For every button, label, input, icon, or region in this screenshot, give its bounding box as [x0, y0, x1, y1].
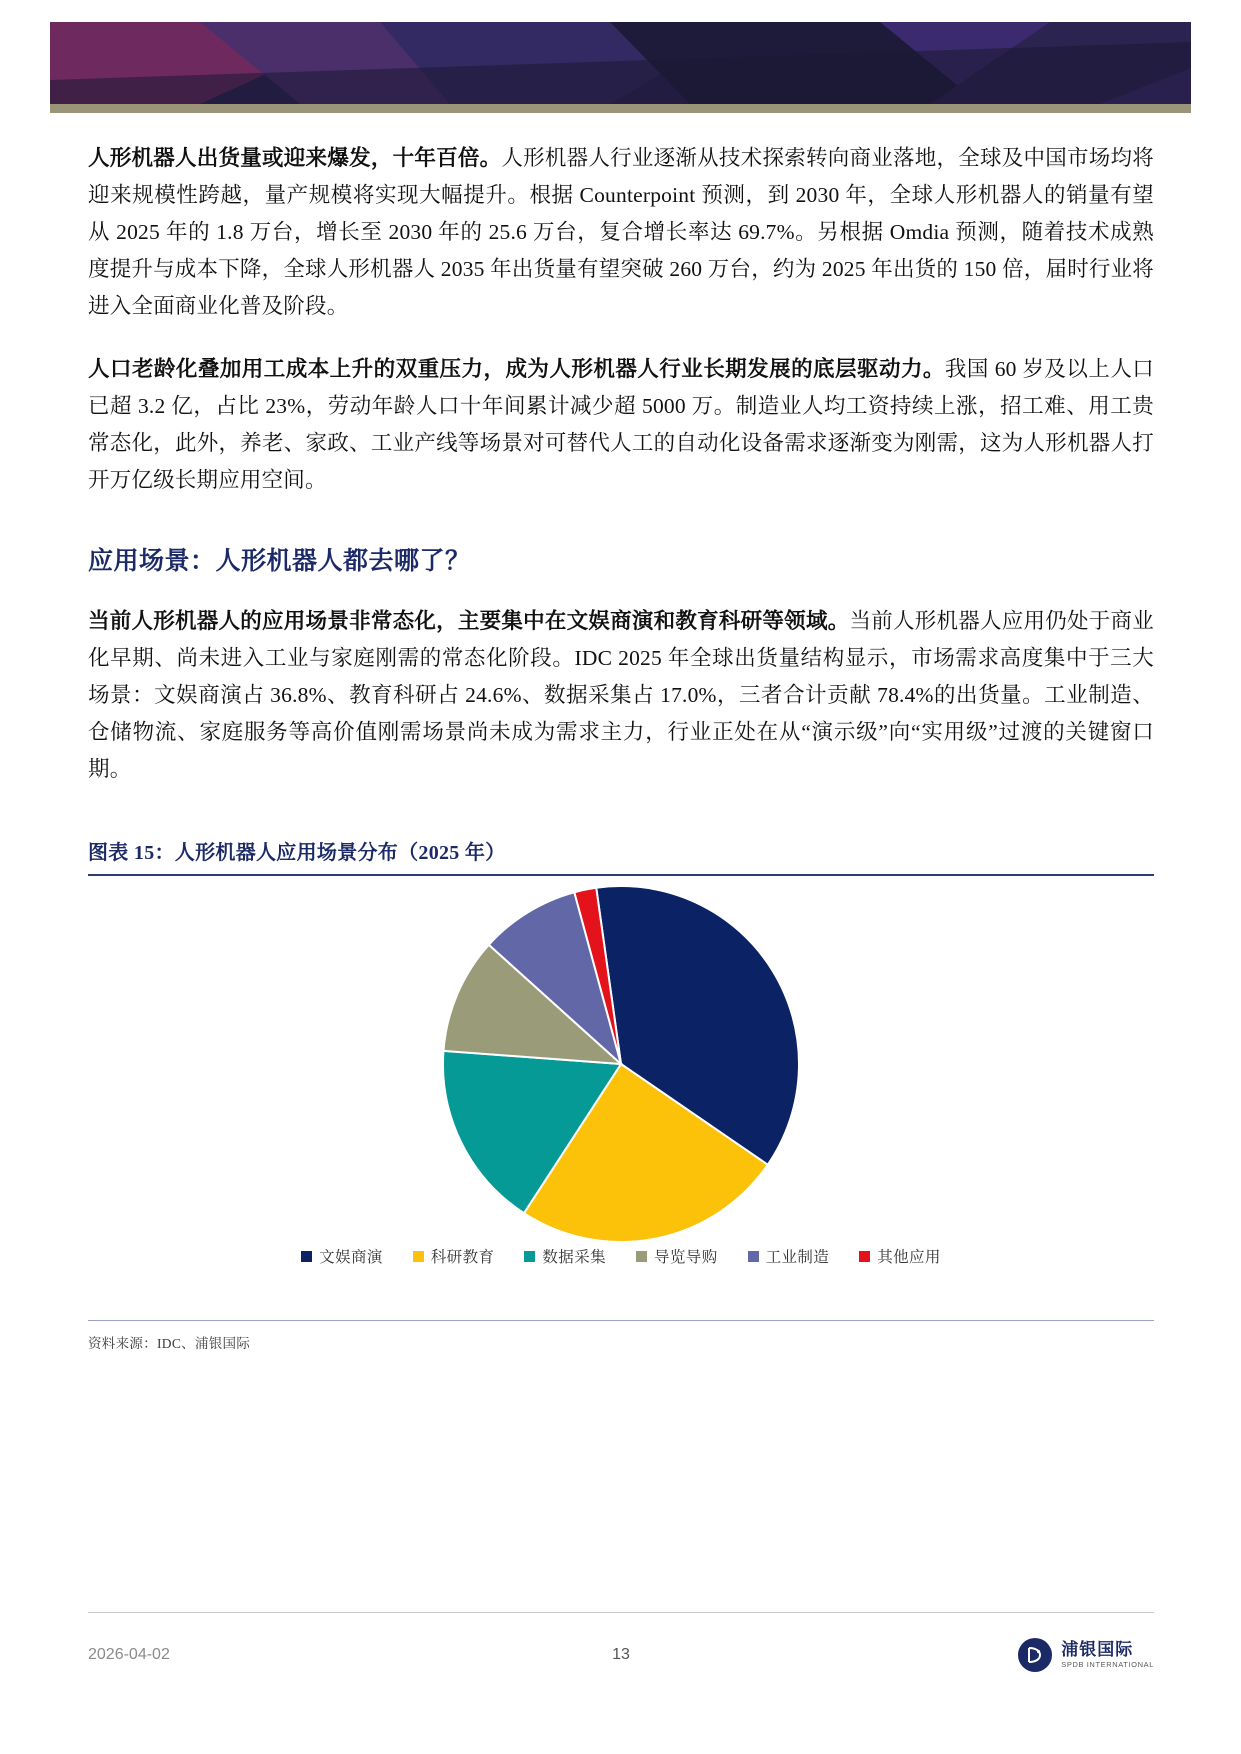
section-heading-application-scenarios: 应用场景：人形机器人都去哪了？ — [88, 548, 471, 575]
pie-chart-svg — [441, 884, 801, 1244]
paragraph-shipments-body: 人形机器人行业逐渐从技术探索转向商业落地，全球及中国市场均将迎来规模性跨越，量产规模将实现大幅提升。根据 Counterpoint 预测，到 2030 年，全球人形机器人的销量有望从 2025 年的 1.8 万台，增长至 2030 年的 25.6 万台，复合增长率达 69.7%。另根据 Omdia 预测，随着技术成熟度提升与成本下降，全球人形机器人 2035 年出货量有望突破 260 万台，约为 2025 年出货的 150 倍，届时行业将进入全面商业化普及阶段。 — [88, 146, 1154, 318]
exhibit-body — [88, 876, 1154, 1306]
paragraph-shipments-lead: 人形机器人出货量或迎来爆发，十年百倍。 — [88, 146, 502, 170]
footer-page-number: 13 — [612, 1646, 630, 1663]
page-footer — [88, 1625, 1154, 1685]
paragraph-aging-labor-lead: 人口老龄化叠加用工成本上升的双重压力，成为人形机器人行业长期发展的底层驱动力。 — [88, 357, 945, 381]
legend-swatch-icon — [748, 1251, 759, 1262]
legend-swatch-icon — [636, 1251, 647, 1262]
banner-graphic — [50, 22, 1191, 104]
brand-name-cn: 浦银国际 — [1061, 1640, 1134, 1660]
paragraph-aging-labor — [88, 351, 1154, 499]
brand-name-en: SPDB INTERNATIONAL — [1061, 1659, 1154, 1669]
legend-swatch-icon — [413, 1251, 424, 1262]
pie-chart — [88, 876, 1154, 1251]
page-content — [88, 140, 1154, 1352]
exhibit-source-note: 资料来源：IDC、浦银国际 — [88, 1336, 251, 1351]
legend-swatch-icon — [301, 1251, 312, 1262]
legend-swatch-icon — [524, 1251, 535, 1262]
footer-rule — [88, 1612, 1154, 1613]
footer-date: 2026-04-02 — [88, 1646, 170, 1663]
paragraph-aging-labor-body: 我国 60 岁及以上人口已超 3.2 亿，占比 23%，劳动年龄人口十年间累计减少超 5000 万。制造业人均工资持续上涨，招工难、用工贵常态化，此外，养老、家政、工业产线等场景对可替代人工的自动化设备需求逐渐变为刚需，这为人形机器人打开万亿级长期应用空间。 — [88, 357, 1155, 492]
legend-label: 导览导购 — [654, 1249, 718, 1266]
legend-label: 文娱商演 — [319, 1249, 383, 1266]
pie-slices — [443, 885, 799, 1241]
legend-label: 其他应用 — [877, 1249, 941, 1266]
paragraph-shipments — [88, 140, 1154, 325]
paragraph-scenarios-body: 当前人形机器人应用仍处于商业化早期、尚未进入工业与家庭刚需的常态化阶段。IDC 2025 年全球出货量结构显示，市场需求高度集中于三大场景：文娱商演占 36.8%、教育科研占 24.6%、数据采集占 17.0%，三者合计贡献 78.4%的出货量。工业制造、仓储物流、家庭服务等高价值刚需场景尚未成为需求主力，行业正处在从“演示级”向“实用级”过渡的关键窗口期。 — [88, 609, 1154, 781]
legend-label: 工业制造 — [765, 1249, 830, 1266]
legend-label: 数据采集 — [542, 1249, 606, 1266]
legend-swatch-icon — [859, 1251, 870, 1262]
exhibit-15 — [88, 836, 1154, 1352]
exhibit-title: 图表 15：人形机器人应用场景分布（2025 年） — [88, 842, 506, 864]
legend-label: 科研教育 — [430, 1249, 495, 1266]
paragraph-scenarios — [88, 603, 1154, 788]
paragraph-scenarios-lead: 当前人形机器人的应用场景非常态化，主要集中在文娱商演和教育科研等领域。 — [88, 609, 850, 633]
banner-bottom-rule — [50, 104, 1191, 113]
decorative-header-banner — [50, 22, 1191, 104]
